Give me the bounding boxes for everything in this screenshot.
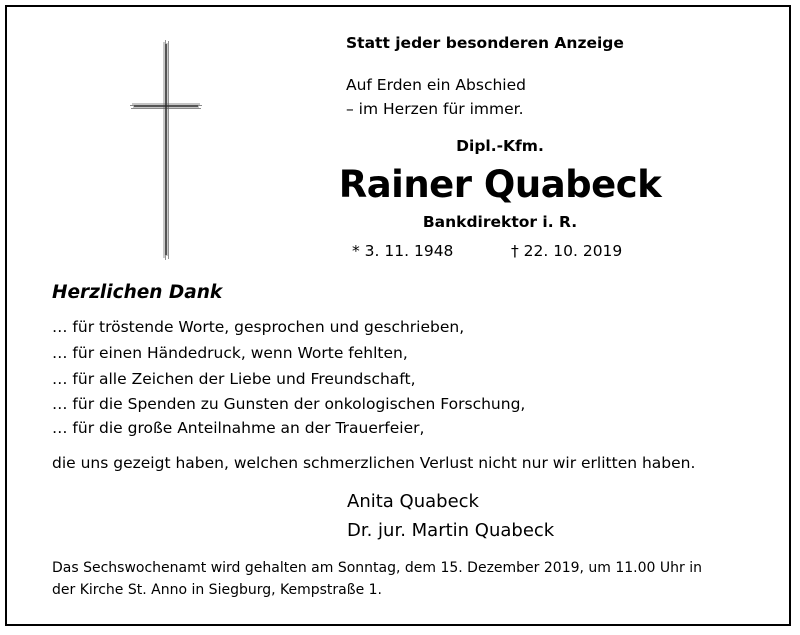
motto-line-2: – im Herzen für immer. bbox=[346, 100, 524, 118]
signer-name: Anita Quabeck bbox=[347, 491, 479, 512]
thanks-heading: Herzlichen Dank bbox=[52, 282, 223, 303]
service-notice-line-2: der Kirche St. Anno in Siegburg, Kempstraße 1. bbox=[52, 582, 382, 598]
thanks-closing: die uns gezeigt haben, welchen schmerzlichen Verlust nicht nur wir erlitten haben. bbox=[52, 454, 696, 472]
profession: Bankdirektor i. R. bbox=[422, 213, 578, 231]
motto-line-1: Auf Erden ein Abschied bbox=[346, 76, 526, 94]
thanks-line: … für alle Zeichen der Liebe und Freundschaft, bbox=[52, 370, 416, 388]
thanks-line: … für die Spenden zu Gunsten der onkologischen Forschung, bbox=[52, 395, 526, 413]
service-notice-line-1: Das Sechswochenamt wird gehalten am Sonntag, dem 15. Dezember 2019, um 11.00 Uhr in bbox=[52, 560, 702, 576]
thanks-line: … für tröstende Worte, gesprochen und geschrieben, bbox=[52, 318, 465, 336]
thanks-line: … für die große Anteilnahme an der Trauerfeier, bbox=[52, 419, 425, 437]
deceased-name: Rainer Quabeck bbox=[338, 163, 662, 206]
thanks-line: … für einen Händedruck, wenn Worte fehlten, bbox=[52, 344, 408, 362]
birth-date: * 3. 11. 1948 bbox=[352, 242, 454, 260]
academic-title: Dipl.-Kfm. bbox=[456, 137, 544, 155]
death-date: † 22. 10. 2019 bbox=[511, 242, 623, 260]
signer-name: Dr. jur. Martin Quabeck bbox=[347, 520, 555, 541]
notice-heading: Statt jeder besonderen Anzeige bbox=[346, 34, 624, 52]
